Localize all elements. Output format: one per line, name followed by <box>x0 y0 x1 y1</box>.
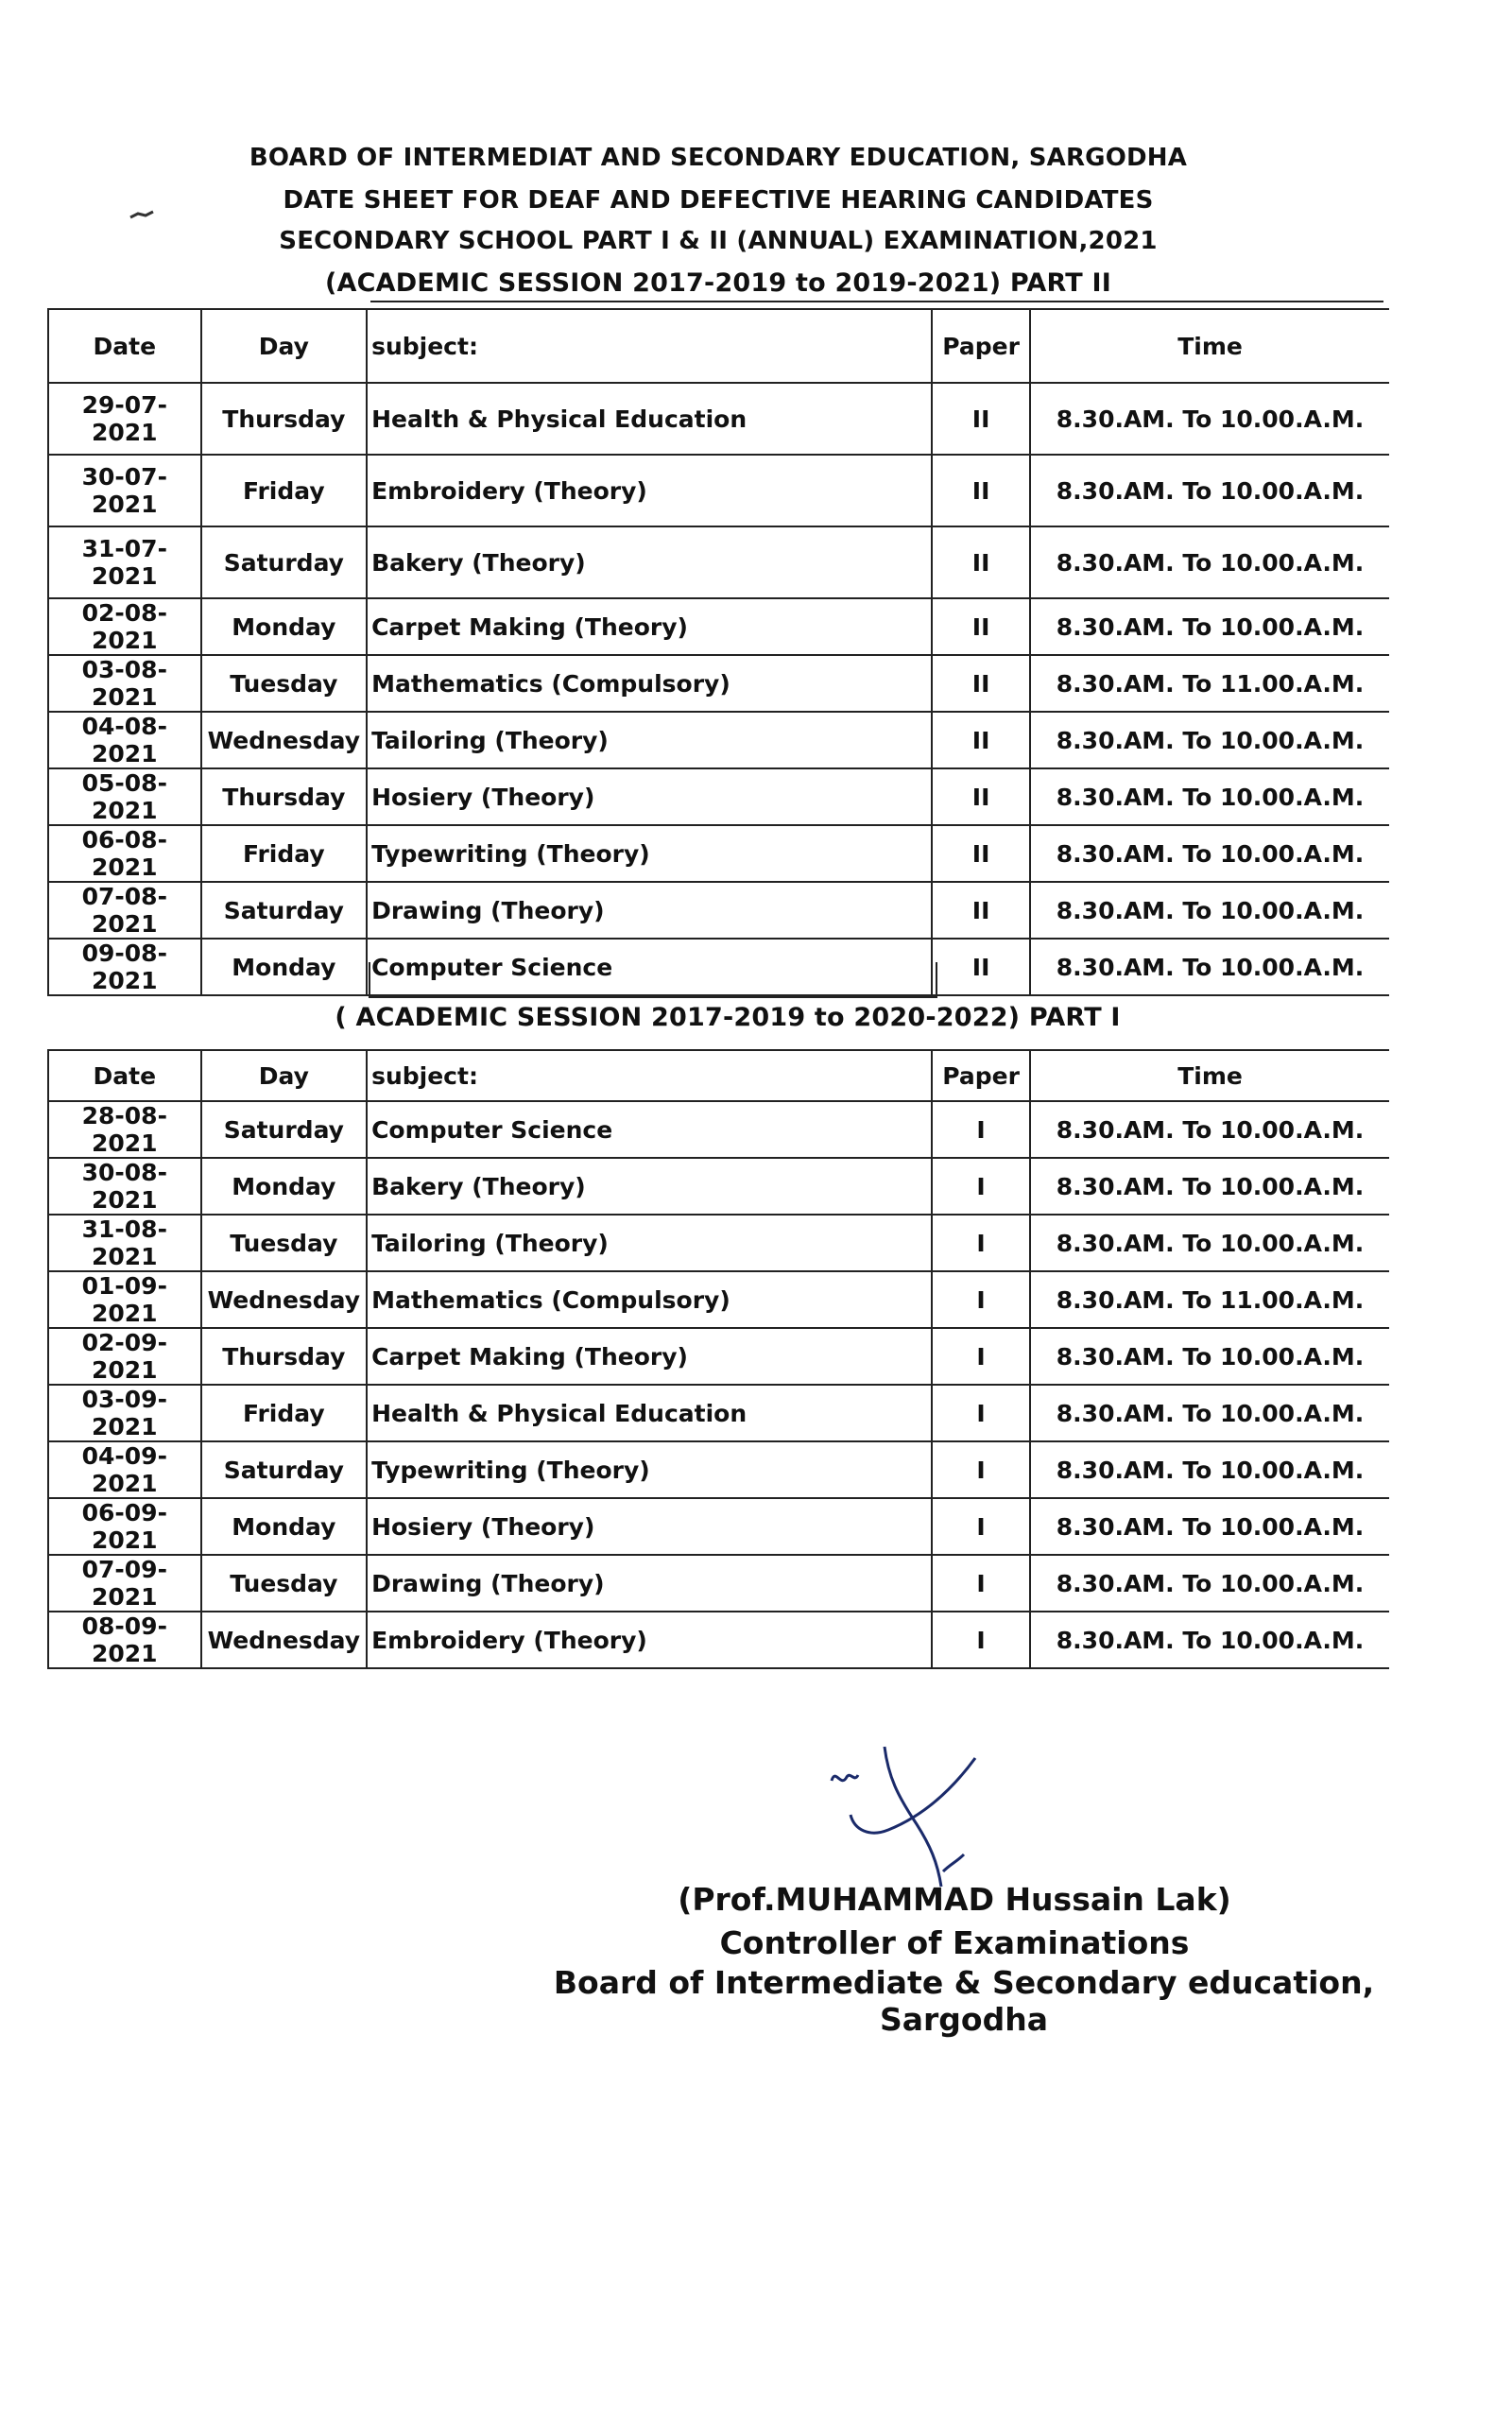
table-row <box>48 768 1389 825</box>
column-header-subject: subject: <box>367 1050 932 1101</box>
cell-time: 8.30.AM. To 10.00.A.M. <box>1030 1158 1389 1215</box>
cell-date: 31-07-2021 <box>48 526 201 598</box>
cell-date: 07-09-2021 <box>48 1555 201 1612</box>
table-row <box>48 455 1389 526</box>
cell-subject: Embroidery (Theory) <box>367 1612 932 1668</box>
table-row <box>48 882 1389 939</box>
cell-date: 06-09-2021 <box>48 1498 201 1555</box>
cell-time: 8.30.AM. To 10.00.A.M. <box>1030 768 1389 825</box>
controller-title: Controller of Examinations <box>719 1924 1190 1961</box>
column-header-subject: subject: <box>367 309 932 383</box>
cell-date: 09-08-2021 <box>48 939 201 995</box>
cell-time: 8.30.AM. To 11.00.A.M. <box>1030 655 1389 712</box>
cell-day: Saturday <box>201 882 367 939</box>
signature-mark <box>813 1739 1021 1890</box>
table-row <box>48 1612 1389 1668</box>
heading-underline <box>370 301 1383 302</box>
cell-day: Wednesday <box>201 1612 367 1668</box>
cell-day: Friday <box>201 1385 367 1441</box>
column-header-time: Time <box>1030 309 1389 383</box>
table-row <box>48 526 1389 598</box>
cell-time: 8.30.AM. To 10.00.A.M. <box>1030 526 1389 598</box>
cell-subject: Computer Science <box>367 1101 932 1158</box>
cell-paper: II <box>932 825 1030 882</box>
table-row <box>48 1385 1389 1441</box>
part1-date-table <box>47 1049 1389 1669</box>
cell-date: 07-08-2021 <box>48 882 201 939</box>
cell-subject: Embroidery (Theory) <box>367 455 932 526</box>
cell-time: 8.30.AM. To 11.00.A.M. <box>1030 1271 1389 1328</box>
cell-subject: Drawing (Theory) <box>367 1555 932 1612</box>
sheet-title: DATE SHEET FOR DEAF AND DEFECTIVE HEARING CANDIDATES <box>283 186 1154 215</box>
cell-time: 8.30.AM. To 10.00.A.M. <box>1030 1498 1389 1555</box>
cell-date: 03-08-2021 <box>48 655 201 712</box>
cell-paper: I <box>932 1498 1030 1555</box>
cell-time: 8.30.AM. To 10.00.A.M. <box>1030 712 1389 768</box>
cell-paper: II <box>932 939 1030 995</box>
cell-day: Monday <box>201 1158 367 1215</box>
board-name: Board of Intermediate & Secondary education, Sargodha <box>553 1964 1375 2038</box>
cell-paper: I <box>932 1328 1030 1385</box>
cell-date: 02-09-2021 <box>48 1328 201 1385</box>
cell-subject: Carpet Making (Theory) <box>367 598 932 655</box>
cell-time: 8.30.AM. To 10.00.A.M. <box>1030 1555 1389 1612</box>
cell-date: 02-08-2021 <box>48 598 201 655</box>
cell-subject: Tailoring (Theory) <box>367 712 932 768</box>
column-header-paper: Paper <box>932 1050 1030 1101</box>
cell-day: Friday <box>201 825 367 882</box>
cell-paper: I <box>932 1158 1030 1215</box>
cell-day: Saturday <box>201 526 367 598</box>
table-row <box>48 1158 1389 1215</box>
cell-time: 8.30.AM. To 10.00.A.M. <box>1030 882 1389 939</box>
cell-paper: I <box>932 1101 1030 1158</box>
cell-time: 8.30.AM. To 10.00.A.M. <box>1030 455 1389 526</box>
table-row <box>48 1555 1389 1612</box>
board-title: BOARD OF INTERMEDIAT AND SECONDARY EDUCATION, SARGODHA <box>249 144 1188 172</box>
cell-day: Friday <box>201 455 367 526</box>
cell-time: 8.30.AM. To 10.00.A.M. <box>1030 1101 1389 1158</box>
cell-time: 8.30.AM. To 10.00.A.M. <box>1030 1215 1389 1271</box>
table-header-row <box>48 1050 1389 1101</box>
cell-day: Thursday <box>201 1328 367 1385</box>
cell-subject: Typewriting (Theory) <box>367 825 932 882</box>
table-row <box>48 825 1389 882</box>
cell-date: 06-08-2021 <box>48 825 201 882</box>
cell-time: 8.30.AM. To 10.00.A.M. <box>1030 825 1389 882</box>
cell-paper: I <box>932 1555 1030 1612</box>
cell-subject: Computer Science <box>367 939 932 995</box>
cell-subject: Health & Physical Education <box>367 1385 932 1441</box>
cell-subject: Typewriting (Theory) <box>367 1441 932 1498</box>
cell-day: Saturday <box>201 1441 367 1498</box>
cell-subject: Bakery (Theory) <box>367 526 932 598</box>
exam-title: SECONDARY SCHOOL PART I & II (ANNUAL) EXAMINATION,2021 <box>279 227 1158 255</box>
column-header-day: Day <box>201 1050 367 1101</box>
table-row <box>48 1101 1389 1158</box>
table-row <box>48 1328 1389 1385</box>
table-row <box>48 655 1389 712</box>
cell-date: 30-08-2021 <box>48 1158 201 1215</box>
cell-date: 29-07-2021 <box>48 383 201 455</box>
cell-subject: Health & Physical Education <box>367 383 932 455</box>
column-header-paper: Paper <box>932 309 1030 383</box>
cell-day: Thursday <box>201 768 367 825</box>
cell-paper: II <box>932 768 1030 825</box>
session-part1-heading: ( ACADEMIC SESSION 2017-2019 to 2020-2022) PART I <box>335 1003 1121 1032</box>
controller-name: (Prof.MUHAMMAD Hussain Lak) <box>678 1881 1231 1918</box>
cell-date: 04-09-2021 <box>48 1441 201 1498</box>
table-row <box>48 598 1389 655</box>
cell-day: Tuesday <box>201 655 367 712</box>
cell-date: 31-08-2021 <box>48 1215 201 1271</box>
cell-subject: Hosiery (Theory) <box>367 1498 932 1555</box>
cell-day: Tuesday <box>201 1215 367 1271</box>
cell-day: Wednesday <box>201 1271 367 1328</box>
cell-subject: Mathematics (Compulsory) <box>367 655 932 712</box>
cell-day: Tuesday <box>201 1555 367 1612</box>
column-header-day: Day <box>201 309 367 383</box>
cell-paper: I <box>932 1612 1030 1668</box>
cell-paper: II <box>932 882 1030 939</box>
session-part2-heading: (ACADEMIC SESSION 2017-2019 to 2019-2021) PART II <box>325 268 1111 298</box>
cell-date: 04-08-2021 <box>48 712 201 768</box>
table-header-row <box>48 309 1389 383</box>
cell-time: 8.30.AM. To 10.00.A.M. <box>1030 383 1389 455</box>
table-row <box>48 383 1389 455</box>
cell-day: Saturday <box>201 1101 367 1158</box>
cell-time: 8.30.AM. To 10.00.A.M. <box>1030 1441 1389 1498</box>
cell-day: Monday <box>201 598 367 655</box>
cell-date: 03-09-2021 <box>48 1385 201 1441</box>
cell-date: 08-09-2021 <box>48 1612 201 1668</box>
cell-date: 05-08-2021 <box>48 768 201 825</box>
cell-time: 8.30.AM. To 10.00.A.M. <box>1030 1385 1389 1441</box>
cell-day: Thursday <box>201 383 367 455</box>
cell-date: 28-08-2021 <box>48 1101 201 1158</box>
blank-subject-cell <box>369 962 937 998</box>
cell-subject: Hosiery (Theory) <box>367 768 932 825</box>
cell-paper: II <box>932 526 1030 598</box>
table-row <box>48 1498 1389 1555</box>
cell-day: Wednesday <box>201 712 367 768</box>
cell-time: 8.30.AM. To 10.00.A.M. <box>1030 1328 1389 1385</box>
cell-paper: II <box>932 383 1030 455</box>
column-header-time: Time <box>1030 1050 1389 1101</box>
cell-paper: I <box>932 1271 1030 1328</box>
table-row <box>48 1271 1389 1328</box>
cell-subject: Carpet Making (Theory) <box>367 1328 932 1385</box>
cell-paper: II <box>932 655 1030 712</box>
cell-date: 30-07-2021 <box>48 455 201 526</box>
cell-paper: I <box>932 1215 1030 1271</box>
cell-paper: I <box>932 1385 1030 1441</box>
cell-subject: Tailoring (Theory) <box>367 1215 932 1271</box>
cell-subject: Mathematics (Compulsory) <box>367 1271 932 1328</box>
cell-time: 8.30.AM. To 10.00.A.M. <box>1030 1612 1389 1668</box>
column-header-date: Date <box>48 309 201 383</box>
cell-paper: I <box>932 1441 1030 1498</box>
table-row <box>48 1441 1389 1498</box>
cell-paper: II <box>932 598 1030 655</box>
cell-time: 8.30.AM. To 10.00.A.M. <box>1030 939 1389 995</box>
column-header-date: Date <box>48 1050 201 1101</box>
cell-subject: Drawing (Theory) <box>367 882 932 939</box>
part2-date-table <box>47 308 1389 996</box>
cell-subject: Bakery (Theory) <box>367 1158 932 1215</box>
cell-time: 8.30.AM. To 10.00.A.M. <box>1030 598 1389 655</box>
cell-paper: II <box>932 455 1030 526</box>
cell-day: Monday <box>201 939 367 995</box>
cell-day: Monday <box>201 1498 367 1555</box>
cell-date: 01-09-2021 <box>48 1271 201 1328</box>
table-row <box>48 1215 1389 1271</box>
table-row <box>48 712 1389 768</box>
cell-paper: II <box>932 712 1030 768</box>
